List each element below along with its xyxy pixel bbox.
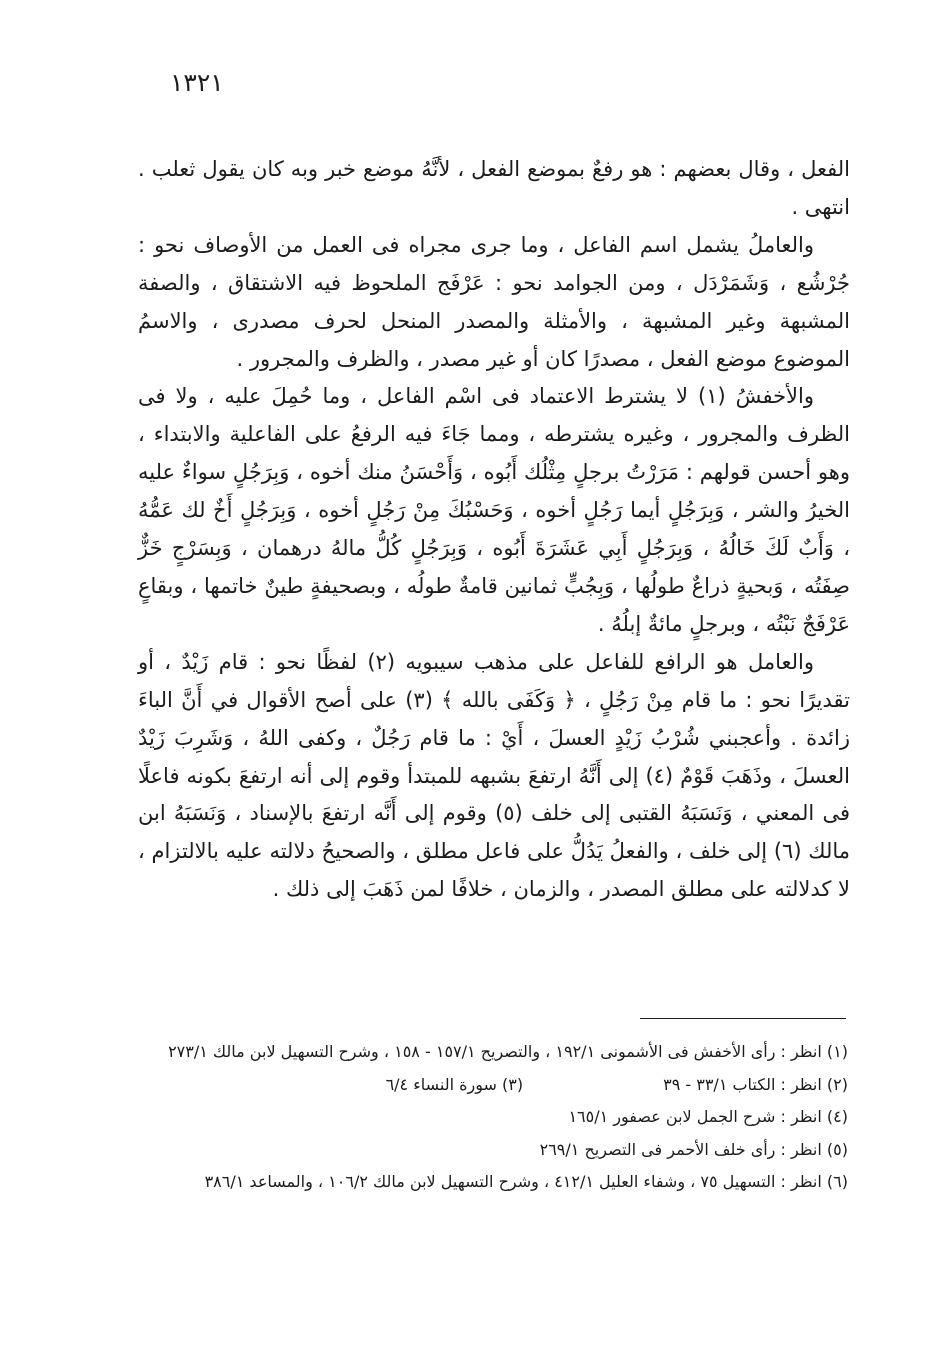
page-number: ١٣٢١ [170, 68, 224, 97]
paragraph-akhfash: والأخفشُ (١) لا يشترط الاعتماد فى اسْم الفاعل ، وما حُمِلَ عليه ، ولا فى الظرف والمجرور ، وغيره يشترطه ، ومما جَاءَ فيه الرفعُ على الفاعلية والابتداء ، وهو أحسن قولهم : مَرَرْتُ برجلٍ مِثْلُك أَبُوه ، وَأَحْسَنُ منك أخوه ، وَبِرَجُلٍ سواءٌ عليه الخيرُ والشر ، وَبِرَجُلٍ أيما رَجُلٍ أخوه ، وَحَسْبُكَ مِنْ رَجُلٍ أخوه ، وَبِرَجُلٍ أَخٌ لك عَمُّهُ ، وَأَبٌ لَكَ خَالُهُ ، وَبِرَجُلٍ أَبِي عَشَرَةَ أَبُوه ، وَبِرَجُلٍ كُلُّ مالهُ درهمان ، وَبِسَرْجٍ خَزٌّ صِفَتُه ، وَبحيةٍ ذراعٌ طولُها ، وَبِجُبٍّ ثمانين قامةٌ طولُه ، وبصحيفةٍ طينٌ خاتمها ، وبقاعٍ عَرْفَجٌ نَبْتُه ، وبرجلٍ مائةٌ إبلُهُ . [138, 384, 850, 636]
footnote-1: (١) انظر : رأى الأخفش فى الأشمونى ١٩٢/١ ، والتصريح ١٥٧/١ - ١٥٨ ، وشرح التسهيل لابن مالك ٢٧٣/١ [168, 1042, 848, 1061]
paragraph-amil-ism-fail: والعاملُ يشمل اسم الفاعل ، وما جرى مجراه فى العمل من الأوصاف نحو : جُرْشُع ، وَشَمَرْدَل ، ومن الجوامد نحو : عَرْفَج الملحوظ فيه الاشتقاق ، والصفة المشبهة وغير المشبهة ، والأمثلة والمصدر المنحل لحرف مصدرى ، والاسمُ الموضوع موضع الفعل ، مصدرًا كان أو غير مصدر ، والظرف والمجرور . [138, 232, 850, 371]
paragraph-rafi-lil-fail: والعامل هو الرافع للفاعل على مذهب سيبويه (٢) لفظًا نحو : قام زَيْدٌ ، أو تقديرًا نحو : ما قام مِنْ رَجُلٍ ، ﴿ وَكَفَى بالله ﴾ (٣) على أصح الأقوال في أَنَّ الباءَ زائدة . وأعجبني شُرْبُ زَيْدٍ العسلَ ، أَيْ : ما قام رَجُلٌ ، وكفى اللهُ ، وَشَرِبَ زَيْدٌ العسلَ ، وذَهَبَ قَوْمٌ (٤) إلى أَنَّهُ ارتفعَ بشبهه للمبتدأ وقوم إلى أنه ارتفعَ بكونه فاعلًا فى المعني ، وَنَسَبَهُ القتبى إلى خلف (٥) وقوم إلى أَنَّه ارتفعَ بالإسناد ، وَنَسَبَهُ ابن مالك (٦) إلى خلف ، والفعلُ يَدُلُّ على فاعل مطلق ، والصحيحُ دلالته عليه بالالتزام ، لا كدلالته على مطلق المصدر ، والزمان ، خلافًا لمن ذَهَبَ إلى ذلك . [138, 649, 850, 902]
footnote-4: (٤) انظر : شرح الجمل لابن عصفور ١٦٥/١ [568, 1107, 848, 1126]
footnote-6: (٦) انظر : التسهيل ٧٥ ، وشفاء العليل ٤١٢/١ ، وشرح التسهيل لابن مالك ١٠٦/٢ ، والمساعد ٣٨٦/١ [204, 1172, 848, 1191]
footnotes [148, 1036, 848, 1199]
footnote-row-2-3 [148, 1069, 848, 1102]
footnote-separator [640, 1018, 846, 1019]
paragraph-continuation: الفعل ، وقال بعضهم : هو رفعٌ بموضع الفعل ، لأنَّهُ موضع خبر وبه كان يقول ثعلب . انتهى . [138, 157, 850, 219]
footnote-5: (٥) انظر : رأى خلف الأحمر فى التصريح ٢٦٩/١ [539, 1139, 848, 1159]
footnote-2: (٢) انظر : الكتاب ٣٣/١ - ٣٩ [663, 1074, 848, 1094]
footnote-3: (٣) سورة النساء ٦/٤ [385, 1074, 524, 1094]
main-text [138, 151, 850, 909]
